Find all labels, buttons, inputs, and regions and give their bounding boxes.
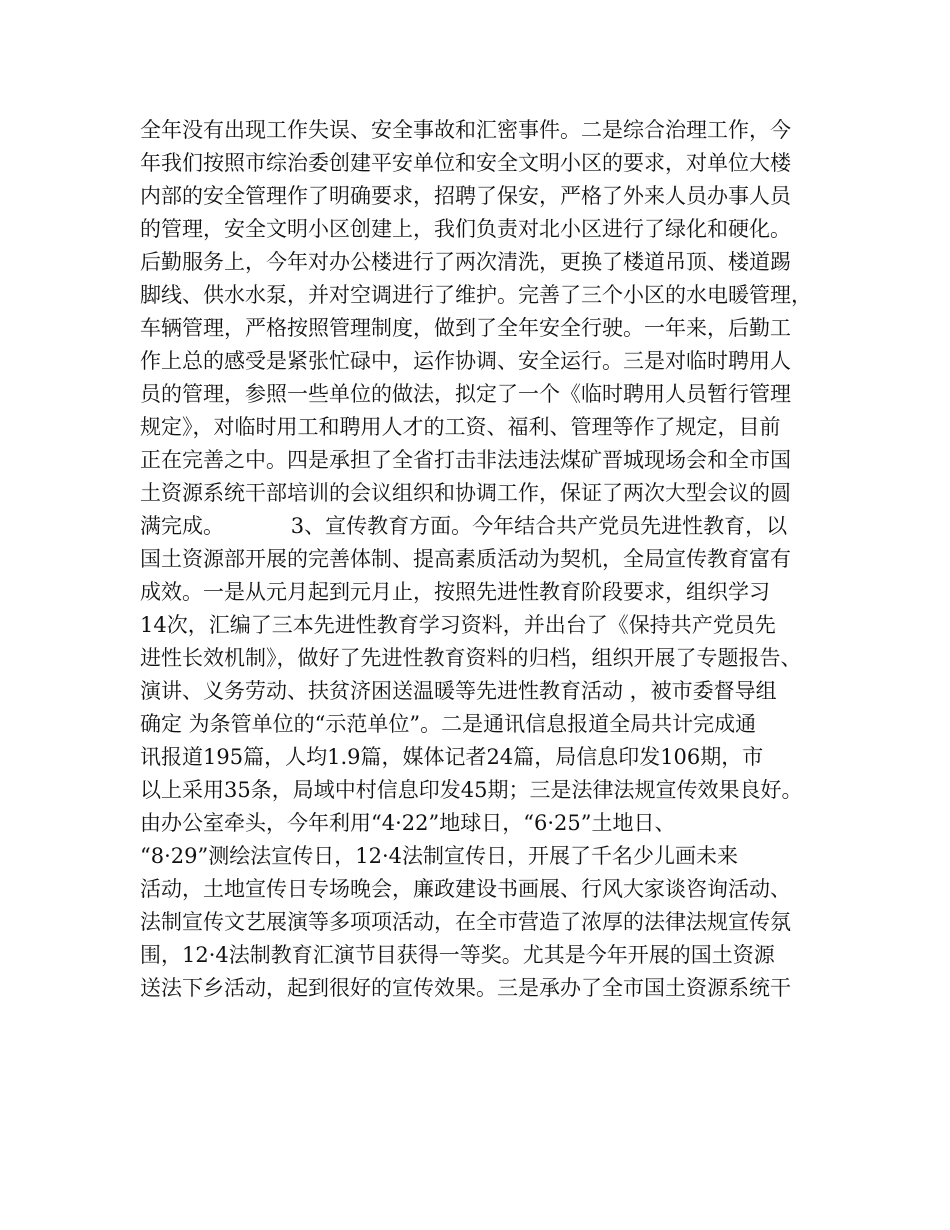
text-line: 作上总的感受是紧张忙碌中，运作协调、安全运行。三是对临时聘用人 xyxy=(140,349,791,373)
text-line: 年我们按照市综治委创建平安单位和安全文明小区的要求，对单位大楼 xyxy=(140,151,791,175)
text-line: 送法下乡活动，起到很好的宣传效果。三是承办了全市国土资源系统干 xyxy=(140,976,791,1000)
text-line: 进性长效机制》，做好了先进性教育资料的归档，组织开展了专题报告、 xyxy=(140,646,802,670)
text-line: 满完成。 3、宣传教育方面。今年结合共产党员先进性教育，以 xyxy=(140,514,788,538)
text-line: 土资源系统干部培训的会议组织和协调工作，保证了两次大型会议的圆 xyxy=(140,481,791,505)
text-line: 由办公室牵头，今年利用“4·22”地球日，“6·25”土地日、 xyxy=(140,811,676,835)
text-line: 内部的安全管理作了明确要求，招聘了保安，严格了外来人员办事人员 xyxy=(140,184,791,208)
text-line: 法制宣传文艺展演等多项项活动，在全市营造了浓厚的法律法规宣传氛 xyxy=(140,910,791,934)
text-line: “8·29”测绘法宣传日，12·4法制宣传日，开展了千名少儿画未来 xyxy=(140,844,738,868)
text-line: 全年没有出现工作失误、安全事故和汇密事件。二是综合治理工作，今 xyxy=(140,118,791,142)
text-line: 后勤服务上，今年对办公楼进行了两次清洗，更换了楼道吊顶、楼道踢 xyxy=(140,250,791,274)
text-line: 演讲、义务劳动、扶贫济困送温暖等先进性教育活动 ，被市委督导组 xyxy=(140,679,777,703)
text-line: 员的管理，参照一些单位的做法，拟定了一个《临时聘用人员暂行管理 xyxy=(140,382,791,406)
body-text xyxy=(140,114,830,1005)
text-line: 确定 为条管单位的“示范单位”。二是通讯信息报道全局共计完成通 xyxy=(140,712,757,736)
text-line: 的管理，安全文明小区创建上，我们负责对北小区进行了绿化和硬化。 xyxy=(140,217,791,241)
text-line: 14次，汇编了三本先进性教育学习资料，并出台了《保持共产党员先 xyxy=(140,613,776,637)
text-line: 围，12·4法制教育汇演节目获得一等奖。尤其是今年开展的国土资源 xyxy=(140,943,775,967)
text-line: 国土资源部开展的完善体制、提高素质活动为契机，全局宣传教育富有 xyxy=(140,547,791,571)
text-line: 规定》，对临时用工和聘用人才的工资、福利、管理等作了规定，目前 xyxy=(140,415,781,439)
text-line: 成效。一是从元月起到元月止，按照先进性教育阶段要求，组织学习 xyxy=(140,580,770,604)
text-line: 车辆管理，严格按照管理制度，做到了全年安全行驶。一年来，后勤工 xyxy=(140,316,791,340)
text-line: 以上采用35条，局域中村信息印发45期；三是法律法规宣传效果良好。 xyxy=(140,778,803,802)
text-line: 活动，土地宣传日专场晚会，廉政建设书画展、行风大家谈咨询活动、 xyxy=(140,877,791,901)
text-line: 讯报道195篇，人均1.9篇，媒体记者24篇，局信息印发106期，市 xyxy=(140,745,764,769)
text-line: 正在完善之中。四是承担了全省打击非法违法煤矿晋城现场会和全市国 xyxy=(140,448,791,472)
text-line: 脚线、供水水泵，并对空调进行了维护。完善了三个小区的水电暖管理， xyxy=(140,283,812,307)
